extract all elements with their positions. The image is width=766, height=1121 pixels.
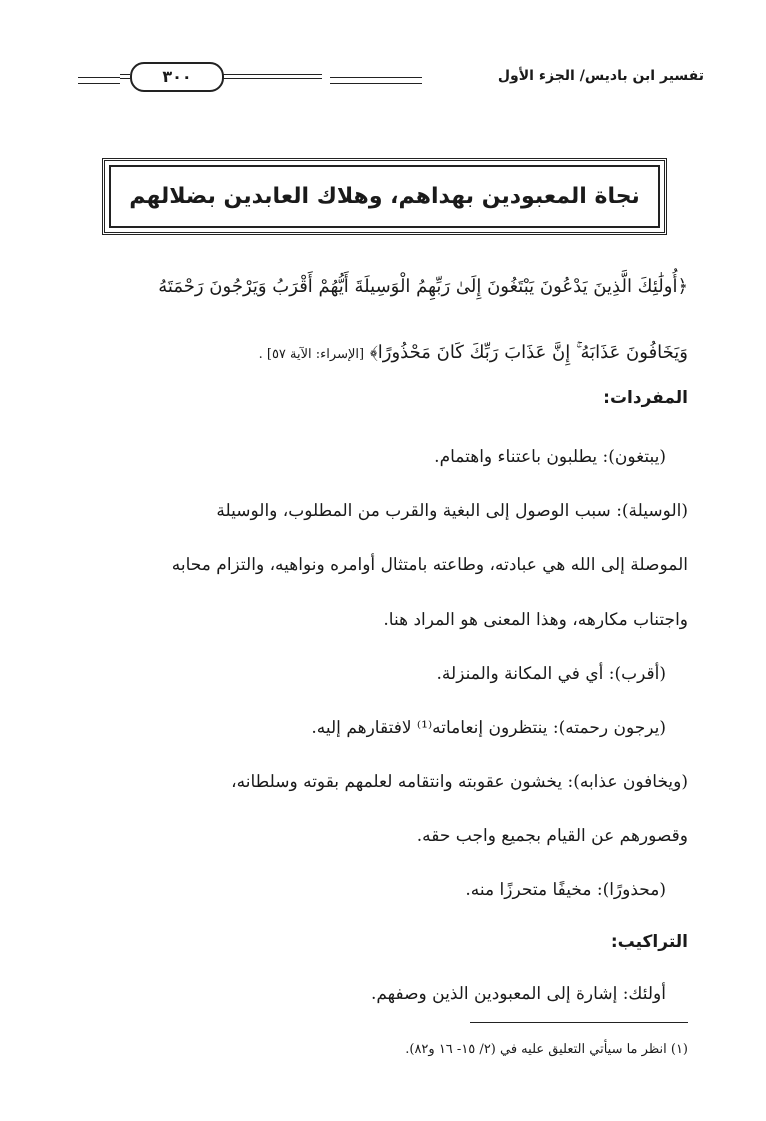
header-rule bbox=[222, 74, 322, 79]
section-title-box bbox=[102, 158, 667, 235]
page-header bbox=[78, 62, 704, 92]
vocab-heading: المفردات: bbox=[603, 388, 688, 408]
vocab-entry: (ويخافون عذابه): يخشون عقوبته وانتقامه لعلمهم بقوته وسلطانه، bbox=[231, 772, 688, 792]
body-line: وقصورهم عن القيام بجميع واجب حقه. bbox=[416, 826, 688, 846]
header-rule bbox=[330, 77, 422, 84]
verse-reference: [الإسراء: الآية ٥٧] . bbox=[258, 347, 365, 362]
body-line: الموصلة إلى الله هي عبادته، وطاعته بامتثال أوامره ونواهيه، والتزام محابه bbox=[171, 555, 688, 575]
verse-text: وَيَخَافُونَ عَذَابَهُ ۚ إِنَّ عَذَابَ رَبِّكَ كَانَ مَحْذُورًا﴾ bbox=[369, 342, 688, 363]
footnote: (١) انظر ما سيأتي التعليق عليه في (٢/ ١٥- ١٦ و٨٢). bbox=[405, 1042, 688, 1057]
quran-verse-line: ﴿أُولَٰئِكَ الَّذِينَ يَدْعُونَ يَبْتَغُونَ إِلَىٰ رَبِّهِمُ الْوَسِيلَةَ أَيُّهُمْ أَقْرَبُ وَيَرْجُونَ رَحْمَتَهُ bbox=[158, 276, 688, 297]
vocab-entry: (أقرب): أي في المكانة والمنزلة. bbox=[436, 664, 666, 684]
footnote-divider bbox=[470, 1022, 688, 1023]
running-title: تفسير ابن باديس/ الجزء الأول bbox=[497, 68, 704, 84]
quran-verse-line bbox=[76, 342, 688, 364]
structure-entry: أولئك: إشارة إلى المعبودين الذين وصفهم. bbox=[370, 984, 666, 1004]
vocab-entry: (يبتغون): يطلبون باعتناء واهتمام. bbox=[434, 447, 666, 467]
vocab-entry: (محذورًا): مخيفًا متحرزًا منه. bbox=[465, 880, 666, 900]
vocab-entry: (يرجون رحمته): ينتظرون إنعاماته⁽¹⁾ لافتقارهم إليه. bbox=[311, 718, 666, 738]
section-title: نجاة المعبودين بهداهم، وهلاك العابدين بضلالهم bbox=[129, 184, 640, 209]
body-line: واجتناب مكارهه، وهذا المعنى هو المراد هنا. bbox=[383, 610, 688, 630]
structure-heading: التراكيب: bbox=[610, 932, 688, 952]
header-rule bbox=[78, 77, 120, 84]
page-number: ٣٠٠ bbox=[130, 62, 224, 92]
vocab-entry: (الوسيلة): سبب الوصول إلى البغية والقرب من المطلوب، والوسيلة bbox=[216, 501, 688, 521]
header-rule bbox=[120, 74, 130, 79]
